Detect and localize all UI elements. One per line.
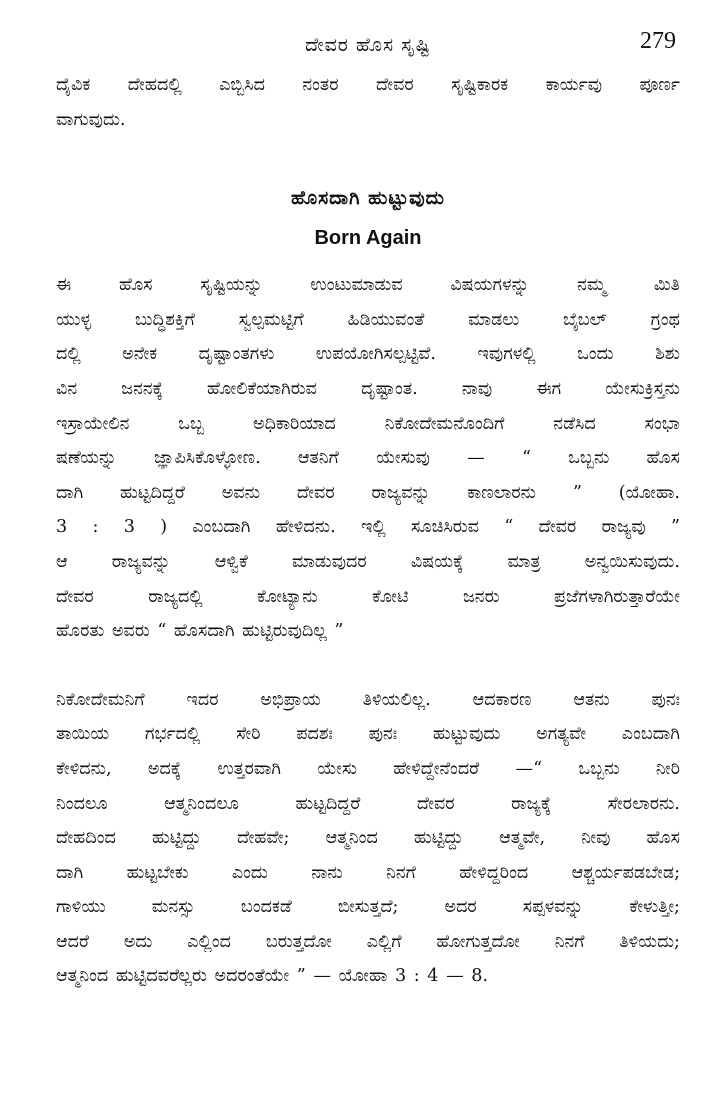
- text-line: ದೇಹದಿಂದ ಹುಟ್ಟಿದ್ದು ದೇಹವೇ; ಆತ್ಮನಿಂದ ಹುಟ್ಟಿದ್ದು ಆತ್ಮವೇ, ನೀವು ಹೊಸ: [56, 828, 680, 849]
- page-number: 279: [640, 28, 676, 54]
- text-line: ಇಸ್ರಾಯೇಲಿನ ಒಬ್ಬ ಅಧಿಕಾರಿಯಾದ ನಿಕೋದೇಮನೊಂದಿಗೆ ನಡೆಸಿದ ಸಂಭಾ: [56, 413, 680, 434]
- section-heading-kannada: ಹೊಸದಾಗಿ ಹುಟ್ಟುವುದು: [291, 187, 445, 210]
- text-line: ತಾಯಿಯ ಗರ್ಭದಲ್ಲಿ ಸೇರಿ ಪದಶಃ ಪುನಃ ಹುಟ್ಟುವುದು ಅಗತ್ಯವೇ ಎಂಬದಾಗಿ: [56, 724, 680, 745]
- paragraph-gap: [56, 649, 680, 683]
- text-line: ದಲ್ಲಿ ಅನೇಕ ದೃಷ್ಟಾಂತಗಳು ಉಪಯೋಗಿಸಲ್ಪಟ್ಟಿವೆ. ಇವುಗಳಲ್ಲಿ ಒಂದು ಶಿಶು: [56, 344, 680, 365]
- text-line: ಆತ್ಮನಿಂದ ಹುಟ್ಟಿದವರೆಲ್ಲರು ಅದರಂತೆಯೇ ” — ಯೋಹಾ 3 : 4 — 8.: [56, 966, 489, 987]
- text-line: ಆ ರಾಜ್ಯವನ್ನು ಆಳ್ವಿಕೆ ಮಾಡುವುದರ ವಿಷಯಕ್ಕೆ ಮಾತ್ರ ಅನ್ವಯಿಸುವುದು.: [56, 551, 680, 572]
- text-line: ಈ ಹೊಸ ಸೃಷ್ಟಿಯನ್ನು ಉಂಟುಮಾಡುವ ವಿಷಯಗಳನ್ನು ನಮ್ಮ ಮಿತಿ: [56, 275, 680, 296]
- text-line: ವಿನ ಜನನಕ್ಕೆ ಹೋಲಿಕೆಯಾಗಿರುವ ದೃಷ್ಟಾಂತ. ನಾವು ಈಗ ಯೇಸುಕ್ರಿಸ್ತನು: [56, 378, 680, 399]
- text-line: 3 : 3 ) ಎಂಬದಾಗಿ ಹೇಳಿದನು. ಇಲ್ಲಿ ಸೂಚಿಸಿರುವ “ ದೇವರ ರಾಜ್ಯವು ”: [56, 517, 680, 538]
- running-head: [56, 24, 680, 68]
- text-line: ನಿಕೋದೇಮನಿಗೆ ಇದರ ಅಭಿಪ್ರಾಯ ತಿಳಿಯಲಿಲ್ಲ. ಆದಕಾರಣ ಆತನು ಪುನಃ: [56, 689, 680, 710]
- text-line: ಯುಳ್ಳ ಬುದ್ಧಿಶಕ್ತಿಗೆ ಸ್ವಲ್ಪಮಟ್ಟಿಗೆ ಹಿಡಿಯುವಂತೆ ಮಾಡಲು ಬೈಬಲ್ ಗ್ರಂಥ: [56, 309, 680, 330]
- text-line: ಆದರೆ ಅದು ಎಲ್ಲಿಂದ ಬರುತ್ತದೋ ಎಲ್ಲಿಗೆ ಹೋಗುತ್ತದೋ ನಿನಗೆ ತಿಳಿಯದು;: [56, 931, 680, 952]
- text-line: ಕೇಳಿದನು, ಅದಕ್ಕೆ ಉತ್ತರವಾಗಿ ಯೇಸು ಹೇಳಿದ್ದೇನೆಂದರೆ —“ ಒಬ್ಬನು ನೀರಿ: [56, 758, 680, 779]
- text-line: ದಾಗಿ ಹುಟ್ಟಬೇಕು ಎಂದು ನಾನು ನಿನಗೆ ಹೇಳಿದ್ದರಿಂದ ಆಶ್ಚರ್ಯಪಡಬೇಡ;: [56, 862, 680, 883]
- paragraph-2: [56, 683, 680, 994]
- text-line: ಗಾಳಿಯು ಮನಸ್ಸು ಬಂದಕಡೆ ಬೀಸುತ್ತದೆ; ಅದರ ಸಪ್ಪಳವನ್ನು ಕೇಳುತ್ತೀ;: [56, 897, 680, 918]
- text-line: ಷಣೆಯನ್ನು ಜ್ಞಾಪಿಸಿಕೊಳ್ಳೋಣ. ಆತನಿಗೆ ಯೇಸುವು — “ ಒಬ್ಬನು ಹೊಸ: [56, 448, 680, 469]
- text-line: ದಾಗಿ ಹುಟ್ಟದಿದ್ದರೆ ಅವನು ದೇವರ ರಾಜ್ಯವನ್ನು ಕಾಣಲಾರನು ” (ಯೋಹಾ.: [56, 482, 680, 503]
- running-title: ದೇವರ ಹೊಸ ಸೃಷ್ಟಿ: [305, 34, 431, 56]
- text-line: ಹೊರತು ಅವರು “ ಹೊಸದಾಗಿ ಹುಟ್ಟಿರುವುದಿಲ್ಲ ”: [56, 621, 344, 642]
- text-line: ದೇವರ ರಾಜ್ಯದಲ್ಲಿ ಕೋಟ್ಯಾನು ಕೋಟಿ ಜನರು ಪ್ರಜೆಗಳಾಗಿರುತ್ತಾರೆಯೇ: [56, 586, 680, 607]
- paragraph-1: [56, 268, 680, 649]
- text-line: ನಿಂದಲೂ ಆತ್ಮನಿಂದಲೂ ಹುಟ್ಟದಿದ್ದರೆ ದೇವರ ರಾಜ್ಯಕ್ಕೆ ಸೇರಲಾರನು.: [56, 793, 680, 814]
- intro-paragraph: [56, 68, 680, 137]
- section-heading-english: Born Again: [314, 227, 422, 250]
- text-line: ವಾಗುವುದು.: [56, 109, 126, 130]
- text-line: ದೈವಿಕ ದೇಹದಲ್ಲಿ ಎಬ್ಬಿಸಿದ ನಂತರ ದೇವರ ಸೃಷ್ಟಿಕಾರಕ ಕಾರ್ಯವು ಪೂರ್ಣ: [56, 75, 680, 95]
